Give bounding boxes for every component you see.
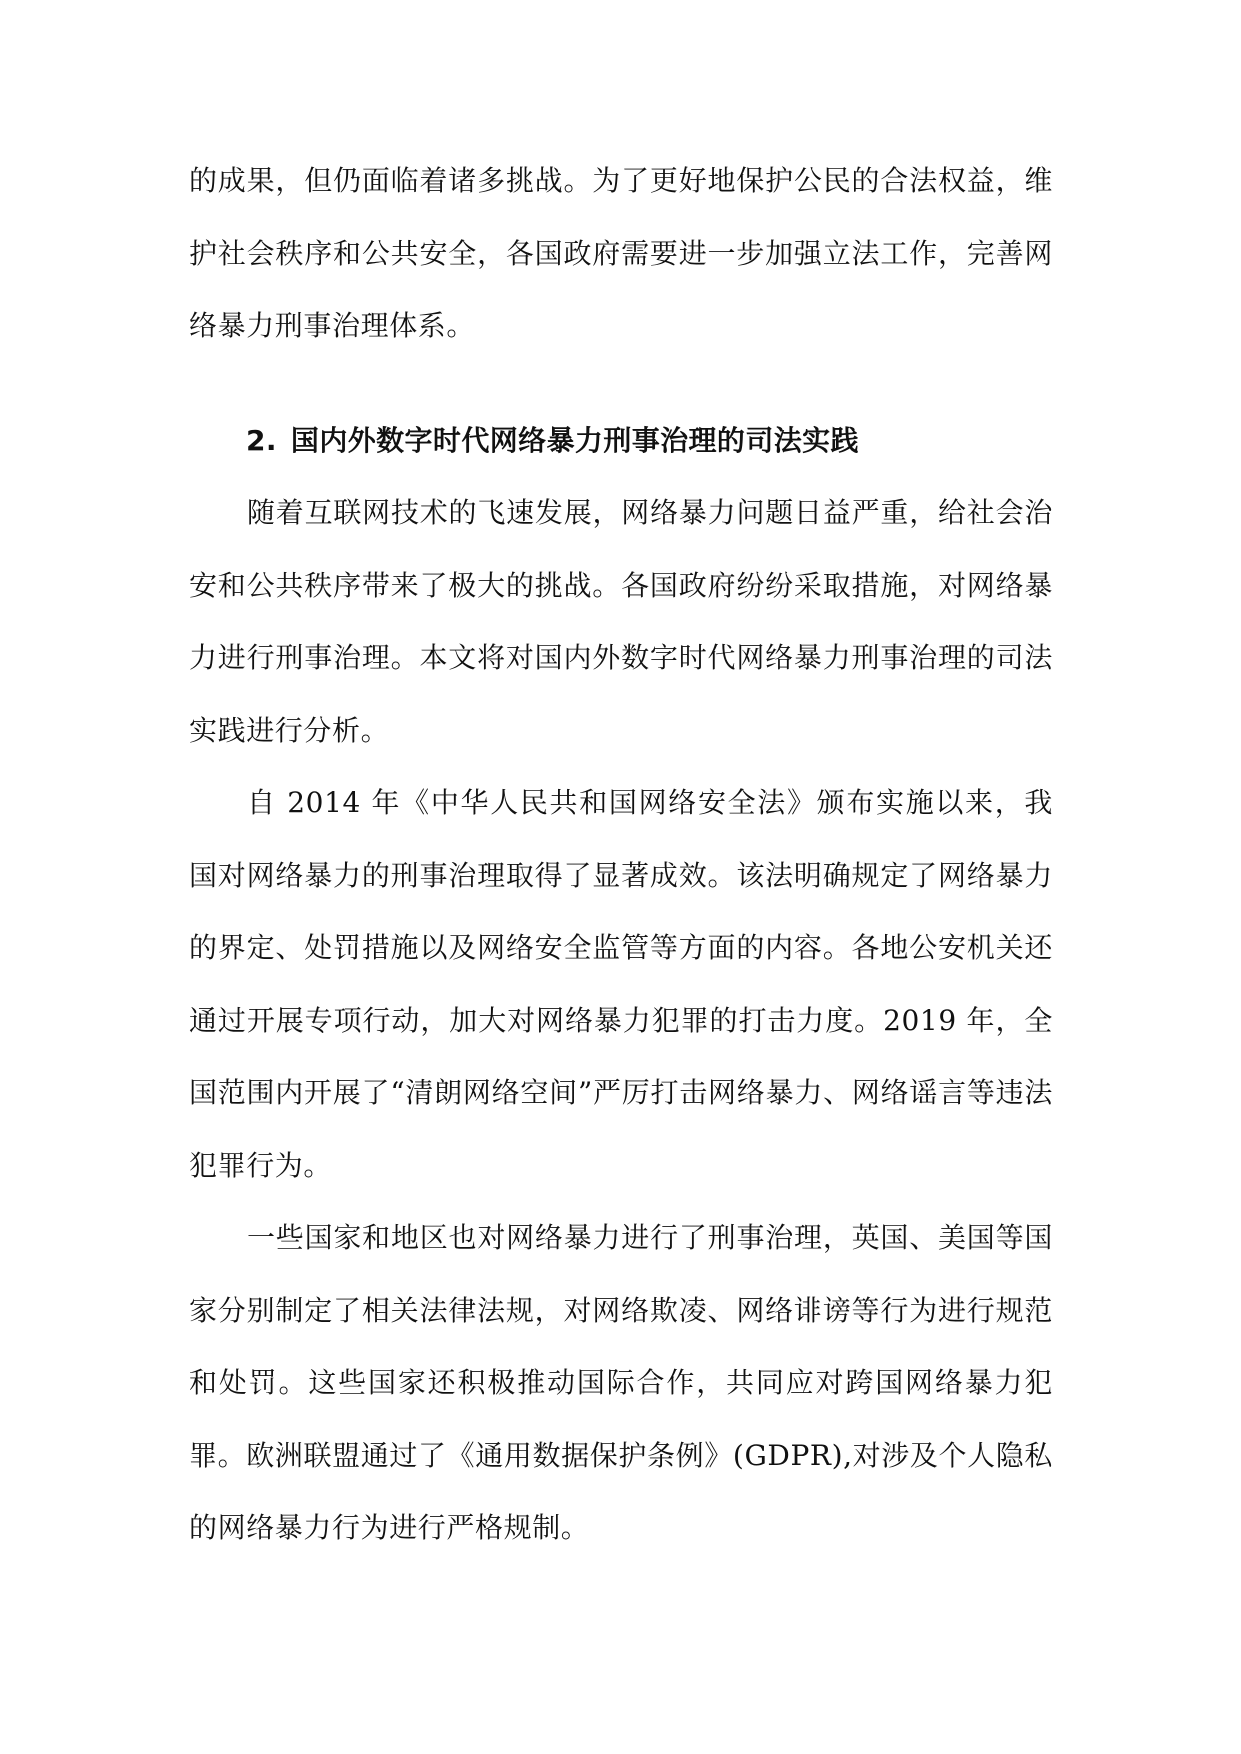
document-body: [189, 145, 1053, 1565]
paragraph-continuation: 的成果，但仍面临着诸多挑战。为了更好地保护公民的合法权益，维护社会秩序和公共安全，各国政府需要进一步加强立法工作，完善网络暴力刑事治理体系。: [189, 164, 1053, 342]
section-number: 2.: [246, 423, 277, 457]
paragraph-intro: 随着互联网技术的飞速发展，网络暴力问题日益严重，给社会治安和公共秩序带来了极大的挑战。各国政府纷纷采取措施，对网络暴力进行刑事治理。本文将对国内外数字时代网络暴力刑事治理的司法实践进行分析。: [189, 496, 1053, 747]
section-spacer: [189, 363, 1053, 405]
paragraph-domestic-practice: 自 2014 年《中华人民共和国网络安全法》颁布实施以来，我国对网络暴力的刑事治理取得了显著成效。该法明确规定了网络暴力的界定、处罚措施以及网络安全监管等方面的内容。各地公安机关还通过开展专项行动，加大对网络暴力犯罪的打击力度。2019 年，全国范围内开展了“清朗网络空间”严厉打击网络暴力、网络谣言等违法犯罪行为。: [189, 786, 1053, 1182]
section-heading: [189, 405, 1053, 478]
paragraph-international-practice: 一些国家和地区也对网络暴力进行了刑事治理，英国、美国等国家分别制定了相关法律法规，对网络欺凌、网络诽谤等行为进行规范和处罚。这些国家还积极推动国际合作，共同应对跨国网络暴力犯罪。欧洲联盟通过了《通用数据保护条例》(GDPR),对涉及个人隐私的网络暴力行为进行严格规制。: [189, 1221, 1053, 1544]
section-title: 国内外数字时代网络暴力刑事治理的司法实践: [290, 423, 859, 457]
